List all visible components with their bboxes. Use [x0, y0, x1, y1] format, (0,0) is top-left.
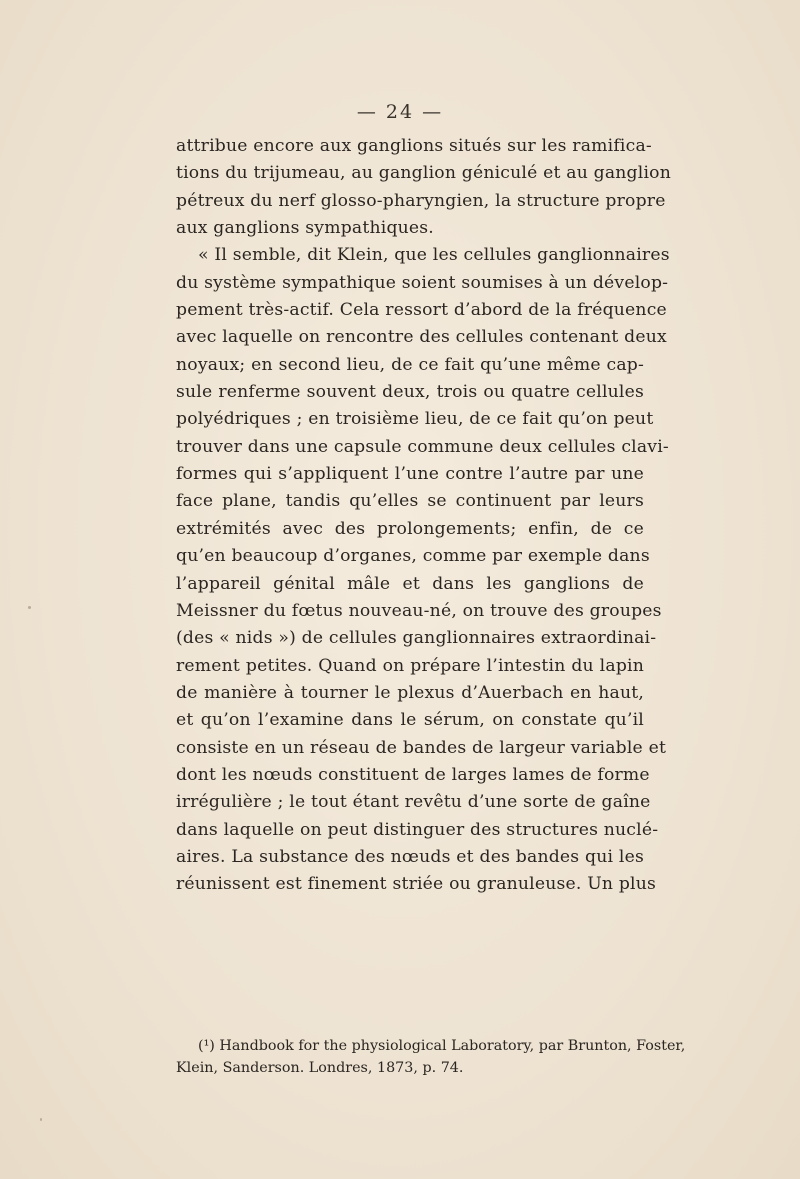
- footnote: [176, 1035, 686, 1079]
- body-line: de manière à tourner le plexus d’Auerbach en haut,: [176, 682, 644, 703]
- footnote-line: (¹) Handbook for the physiological Laboratory, par Brunton, Foster,: [198, 1038, 686, 1054]
- paper-speck: [28, 606, 31, 609]
- body-line: attribue encore aux ganglions situés sur les ramifica-: [176, 136, 652, 156]
- body-line: face plane, tandis qu’elles se continuent par leurs: [176, 491, 644, 512]
- body-line: pétreux du nerf glosso-pharyngien, la structure propre: [176, 190, 666, 211]
- body-line: irrégulière ; le tout étant revêtu d’une sorte de gaîne: [176, 792, 651, 813]
- body-line: extrémités avec des prolongements; enfin, de ce: [176, 518, 644, 539]
- body-text: [176, 133, 671, 899]
- body-line: polyédriques ; en troisième lieu, de ce fait qu’on peut: [176, 409, 654, 430]
- body-line: sule renferme souvent deux, trois ou quatre cellules: [176, 382, 644, 403]
- body-line: Meissner du fœtus nouveau-né, on trouve des groupes: [176, 600, 662, 621]
- body-line: et qu’on l’examine dans le sérum, on constate qu’il: [176, 710, 644, 731]
- body-line: « Il semble, dit Klein, que les cellules ganglionnaires: [198, 245, 670, 266]
- body-line: formes qui s’appliquent l’une contre l’autre par une: [176, 464, 644, 485]
- body-line: trouver dans une capsule commune deux cellules clavi-: [176, 436, 669, 457]
- body-line: (des « nids ») de cellules ganglionnaires extraordinai-: [176, 628, 657, 649]
- body-line: dans laquelle on peut distinguer des structures nuclé-: [176, 819, 659, 840]
- page-number: — 24 —: [356, 101, 444, 123]
- body-line: consiste en un réseau de bandes de largeur variable et: [176, 737, 667, 758]
- body-line: l’appareil génital mâle et dans les ganglions de: [176, 573, 644, 594]
- body-line: du système sympathique soient soumises à un dévelop-: [176, 272, 669, 293]
- footnote-line: Klein, Sanderson. Londres, 1873, p. 74.: [176, 1060, 464, 1076]
- body-line: réunissent est finement striée ou granuleuse. Un plus: [176, 874, 657, 895]
- body-line: tions du trijumeau, au ganglion géniculé et au ganglion: [176, 163, 671, 184]
- body-line: aires. La substance des nœuds et des bandes qui les: [176, 846, 644, 867]
- paper-speck: [40, 1118, 42, 1121]
- body-line: noyaux; en second lieu, de ce fait qu’une même cap-: [176, 354, 644, 375]
- body-line: qu’en beaucoup d’organes, comme par exemple dans: [176, 546, 650, 567]
- body-line: aux ganglions sympathiques.: [176, 218, 434, 239]
- body-line: pement très-actif. Cela ressort d’abord de la fréquence: [176, 300, 667, 321]
- body-line: dont les nœuds constituent de larges lames de forme: [176, 764, 650, 785]
- body-line: avec laquelle on rencontre des cellules contenant deux: [176, 327, 667, 348]
- body-line: rement petites. Quand on prépare l’intestin du lapin: [176, 655, 644, 676]
